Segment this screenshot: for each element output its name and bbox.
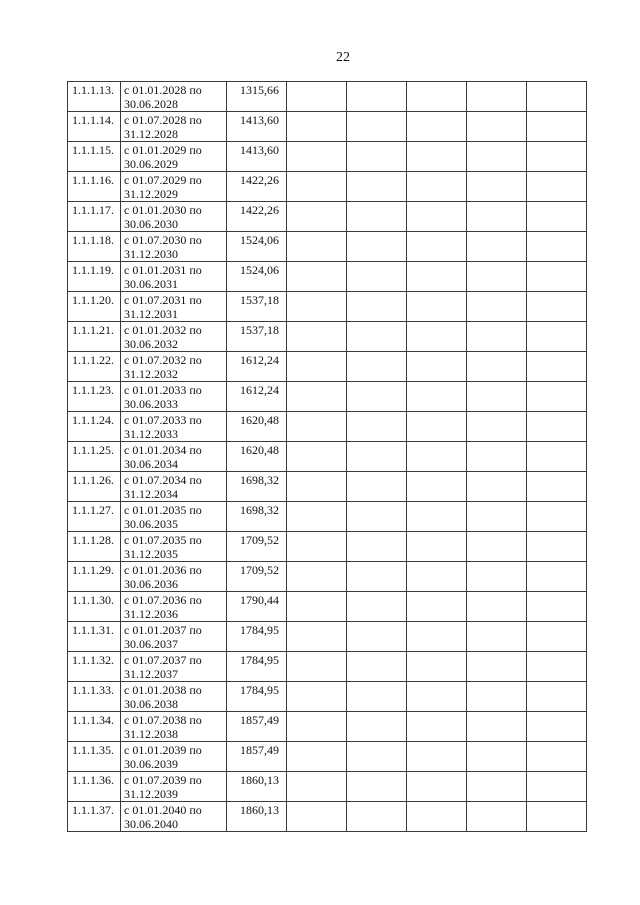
empty-cell [467,652,527,682]
item-number-cell: 1.1.1.31. [68,622,121,652]
empty-cell [287,262,347,292]
empty-cell [347,172,407,202]
period-end-text: 30.06.2032 [124,337,178,351]
item-number-cell: 1.1.1.15. [68,142,121,172]
empty-cell [407,412,467,442]
period-start-text: с 01.01.2031 по [124,263,202,277]
tariff-value-cell: 1537,18 [227,292,287,322]
empty-cell [407,682,467,712]
empty-cell [347,412,407,442]
empty-cell [287,712,347,742]
empty-cell [287,292,347,322]
period-cell [121,742,227,772]
period-end-text: 31.12.2030 [124,247,178,261]
item-number-cell: 1.1.1.13. [68,82,121,112]
table-row [68,112,587,142]
tariff-value-cell: 1524,06 [227,232,287,262]
period-cell [121,232,227,262]
empty-cell [467,412,527,442]
period-start-text: с 01.07.2033 по [124,413,202,427]
empty-cell [287,352,347,382]
period-start-text: с 01.07.2031 по [124,293,202,307]
empty-cell [287,472,347,502]
item-number-cell: 1.1.1.36. [68,772,121,802]
item-number-cell: 1.1.1.28. [68,532,121,562]
period-end-text: 31.12.2033 [124,427,178,441]
tariff-value-cell: 1790,44 [227,592,287,622]
empty-cell [467,712,527,742]
empty-cell [467,532,527,562]
empty-cell [407,442,467,472]
table-row [68,172,587,202]
period-end-text: 31.12.2034 [124,487,178,501]
empty-cell [407,772,467,802]
period-end-text: 30.06.2030 [124,217,178,231]
empty-cell [287,232,347,262]
period-cell [121,592,227,622]
item-number-cell: 1.1.1.17. [68,202,121,232]
table-row [68,802,587,832]
tariff-value-cell: 1537,18 [227,322,287,352]
empty-cell [467,352,527,382]
empty-cell [287,442,347,472]
empty-cell [527,352,587,382]
period-cell [121,502,227,532]
table-row [68,412,587,442]
period-end-text: 31.12.2032 [124,367,178,381]
table-row [68,292,587,322]
item-number-cell: 1.1.1.32. [68,652,121,682]
empty-cell [347,292,407,322]
empty-cell [527,592,587,622]
empty-cell [467,142,527,172]
empty-cell [407,562,467,592]
item-number-cell: 1.1.1.26. [68,472,121,502]
empty-cell [527,82,587,112]
period-start-text: с 01.07.2038 по [124,713,202,727]
period-end-text: 30.06.2040 [124,817,178,831]
period-cell [121,82,227,112]
table-row [68,652,587,682]
tariff-value-cell: 1857,49 [227,742,287,772]
empty-cell [407,622,467,652]
item-number-cell: 1.1.1.18. [68,232,121,262]
period-end-text: 31.12.2035 [124,547,178,561]
empty-cell [467,442,527,472]
empty-cell [527,262,587,292]
empty-cell [287,142,347,172]
empty-cell [287,802,347,832]
period-cell [121,112,227,142]
tariff-value-cell: 1784,95 [227,622,287,652]
table-row [68,712,587,742]
empty-cell [287,382,347,412]
period-start-text: с 01.01.2038 по [124,683,202,697]
empty-cell [347,592,407,622]
item-number-cell: 1.1.1.21. [68,322,121,352]
empty-cell [467,292,527,322]
empty-cell [347,502,407,532]
period-cell [121,322,227,352]
period-cell [121,562,227,592]
empty-cell [467,592,527,622]
table-row [68,772,587,802]
empty-cell [287,532,347,562]
period-cell [121,292,227,322]
empty-cell [407,532,467,562]
item-number-cell: 1.1.1.29. [68,562,121,592]
empty-cell [527,142,587,172]
tariff-value-cell: 1857,49 [227,712,287,742]
period-cell [121,622,227,652]
empty-cell [527,232,587,262]
period-start-text: с 01.01.2037 по [124,623,202,637]
table-row [68,442,587,472]
period-start-text: с 01.07.2036 по [124,593,202,607]
period-cell [121,172,227,202]
empty-cell [347,202,407,232]
empty-cell [407,652,467,682]
period-start-text: с 01.01.2032 по [124,323,202,337]
period-end-text: 30.06.2035 [124,517,178,531]
empty-cell [527,502,587,532]
table-row [68,592,587,622]
tariff-table [67,81,587,832]
empty-cell [347,742,407,772]
period-end-text: 31.12.2038 [124,727,178,741]
empty-cell [407,802,467,832]
empty-cell [287,322,347,352]
empty-cell [527,562,587,592]
empty-cell [347,442,407,472]
empty-cell [347,682,407,712]
item-number-cell: 1.1.1.37. [68,802,121,832]
period-end-text: 30.06.2039 [124,757,178,771]
empty-cell [407,382,467,412]
period-end-text: 30.06.2036 [124,577,178,591]
empty-cell [347,352,407,382]
period-start-text: с 01.07.2037 по [124,653,202,667]
empty-cell [527,382,587,412]
item-number-cell: 1.1.1.19. [68,262,121,292]
tariff-value-cell: 1422,26 [227,202,287,232]
period-end-text: 31.12.2039 [124,787,178,801]
period-cell [121,202,227,232]
table-row [68,562,587,592]
period-end-text: 30.06.2029 [124,157,178,171]
empty-cell [347,622,407,652]
tariff-value-cell: 1524,06 [227,262,287,292]
item-number-cell: 1.1.1.16. [68,172,121,202]
empty-cell [527,472,587,502]
table-row [68,202,587,232]
empty-cell [287,82,347,112]
empty-cell [467,502,527,532]
empty-cell [287,772,347,802]
empty-cell [287,112,347,142]
empty-cell [287,682,347,712]
empty-cell [467,232,527,262]
tariff-value-cell: 1413,60 [227,142,287,172]
period-end-text: 30.06.2033 [124,397,178,411]
period-cell [121,802,227,832]
tariff-value-cell: 1709,52 [227,532,287,562]
tariff-value-cell: 1784,95 [227,682,287,712]
empty-cell [467,772,527,802]
empty-cell [407,292,467,322]
empty-cell [527,772,587,802]
period-end-text: 30.06.2031 [124,277,178,291]
empty-cell [287,592,347,622]
empty-cell [527,742,587,772]
item-number-cell: 1.1.1.34. [68,712,121,742]
empty-cell [287,412,347,442]
period-start-text: с 01.07.2028 по [124,113,202,127]
empty-cell [407,352,467,382]
empty-cell [347,262,407,292]
empty-cell [527,622,587,652]
period-cell [121,352,227,382]
period-cell [121,652,227,682]
empty-cell [527,442,587,472]
empty-cell [467,172,527,202]
tariff-value-cell: 1860,13 [227,802,287,832]
table-row [68,622,587,652]
empty-cell [347,712,407,742]
period-start-text: с 01.01.2030 по [124,203,202,217]
tariff-value-cell: 1709,52 [227,562,287,592]
period-start-text: с 01.07.2035 по [124,533,202,547]
period-start-text: с 01.01.2029 по [124,143,202,157]
item-number-cell: 1.1.1.20. [68,292,121,322]
tariff-value-cell: 1620,48 [227,442,287,472]
period-end-text: 30.06.2037 [124,637,178,651]
empty-cell [527,532,587,562]
item-number-cell: 1.1.1.14. [68,112,121,142]
tariff-value-cell: 1784,95 [227,652,287,682]
empty-cell [287,172,347,202]
period-start-text: с 01.01.2034 по [124,443,202,457]
empty-cell [407,592,467,622]
period-start-text: с 01.01.2039 по [124,743,202,757]
item-number-cell: 1.1.1.25. [68,442,121,472]
period-end-text: 30.06.2028 [124,97,178,111]
period-cell [121,262,227,292]
tariff-value-cell: 1698,32 [227,472,287,502]
empty-cell [527,112,587,142]
item-number-cell: 1.1.1.27. [68,502,121,532]
period-cell [121,382,227,412]
tariff-value-cell: 1612,24 [227,352,287,382]
empty-cell [467,262,527,292]
empty-cell [287,622,347,652]
empty-cell [527,682,587,712]
period-start-text: с 01.07.2032 по [124,353,202,367]
empty-cell [527,412,587,442]
item-number-cell: 1.1.1.24. [68,412,121,442]
empty-cell [287,742,347,772]
empty-cell [407,712,467,742]
empty-cell [407,262,467,292]
tariff-value-cell: 1413,60 [227,112,287,142]
empty-cell [467,82,527,112]
empty-cell [467,682,527,712]
empty-cell [407,82,467,112]
tariff-value-cell: 1612,24 [227,382,287,412]
tariff-value-cell: 1422,26 [227,172,287,202]
period-start-text: с 01.01.2028 по [124,83,202,97]
empty-cell [467,112,527,142]
empty-cell [407,112,467,142]
table-row [68,352,587,382]
period-start-text: с 01.07.2034 по [124,473,202,487]
empty-cell [347,652,407,682]
period-end-text: 31.12.2029 [124,187,178,201]
item-number-cell: 1.1.1.33. [68,682,121,712]
tariff-value-cell: 1315,66 [227,82,287,112]
period-end-text: 31.12.2036 [124,607,178,621]
period-start-text: с 01.01.2036 по [124,563,202,577]
period-cell [121,532,227,562]
empty-cell [527,652,587,682]
empty-cell [527,202,587,232]
empty-cell [347,142,407,172]
period-start-text: с 01.01.2040 по [124,803,202,817]
table-row [68,82,587,112]
empty-cell [527,292,587,322]
page-number: 22 [336,50,350,65]
table-row [68,232,587,262]
empty-cell [407,172,467,202]
empty-cell [467,322,527,352]
empty-cell [287,562,347,592]
tariff-value-cell: 1698,32 [227,502,287,532]
empty-cell [407,742,467,772]
empty-cell [527,172,587,202]
empty-cell [347,562,407,592]
empty-cell [527,802,587,832]
period-cell [121,142,227,172]
table-row [68,262,587,292]
empty-cell [467,742,527,772]
empty-cell [287,652,347,682]
empty-cell [347,472,407,502]
period-cell [121,442,227,472]
empty-cell [407,142,467,172]
empty-cell [347,802,407,832]
period-cell [121,712,227,742]
table-row [68,682,587,712]
empty-cell [467,802,527,832]
empty-cell [347,532,407,562]
empty-cell [467,202,527,232]
period-cell [121,412,227,442]
empty-cell [347,772,407,802]
item-number-cell: 1.1.1.30. [68,592,121,622]
tariff-value-cell: 1620,48 [227,412,287,442]
empty-cell [407,232,467,262]
period-start-text: с 01.01.2035 по [124,503,202,517]
table-row [68,472,587,502]
empty-cell [407,472,467,502]
empty-cell [467,562,527,592]
empty-cell [347,382,407,412]
empty-cell [347,232,407,262]
table-body [68,82,587,832]
empty-cell [407,502,467,532]
empty-cell [287,202,347,232]
table-row [68,502,587,532]
table-row [68,142,587,172]
empty-cell [467,472,527,502]
period-start-text: с 01.01.2033 по [124,383,202,397]
item-number-cell: 1.1.1.22. [68,352,121,382]
empty-cell [347,112,407,142]
empty-cell [347,82,407,112]
period-cell [121,472,227,502]
period-cell [121,772,227,802]
empty-cell [287,502,347,532]
empty-cell [467,382,527,412]
period-end-text: 31.12.2037 [124,667,178,681]
empty-cell [407,202,467,232]
table-row [68,742,587,772]
tariff-value-cell: 1860,13 [227,772,287,802]
table-row [68,382,587,412]
period-end-text: 30.06.2034 [124,457,178,471]
table-row [68,322,587,352]
period-start-text: с 01.07.2030 по [124,233,202,247]
period-end-text: 31.12.2028 [124,127,178,141]
empty-cell [527,712,587,742]
table-row [68,532,587,562]
empty-cell [467,622,527,652]
empty-cell [407,322,467,352]
empty-cell [527,322,587,352]
period-end-text: 31.12.2031 [124,307,178,321]
item-number-cell: 1.1.1.23. [68,382,121,412]
period-cell [121,682,227,712]
item-number-cell: 1.1.1.35. [68,742,121,772]
empty-cell [347,322,407,352]
period-end-text: 30.06.2038 [124,697,178,711]
period-start-text: с 01.07.2039 по [124,773,202,787]
period-start-text: с 01.07.2029 по [124,173,202,187]
